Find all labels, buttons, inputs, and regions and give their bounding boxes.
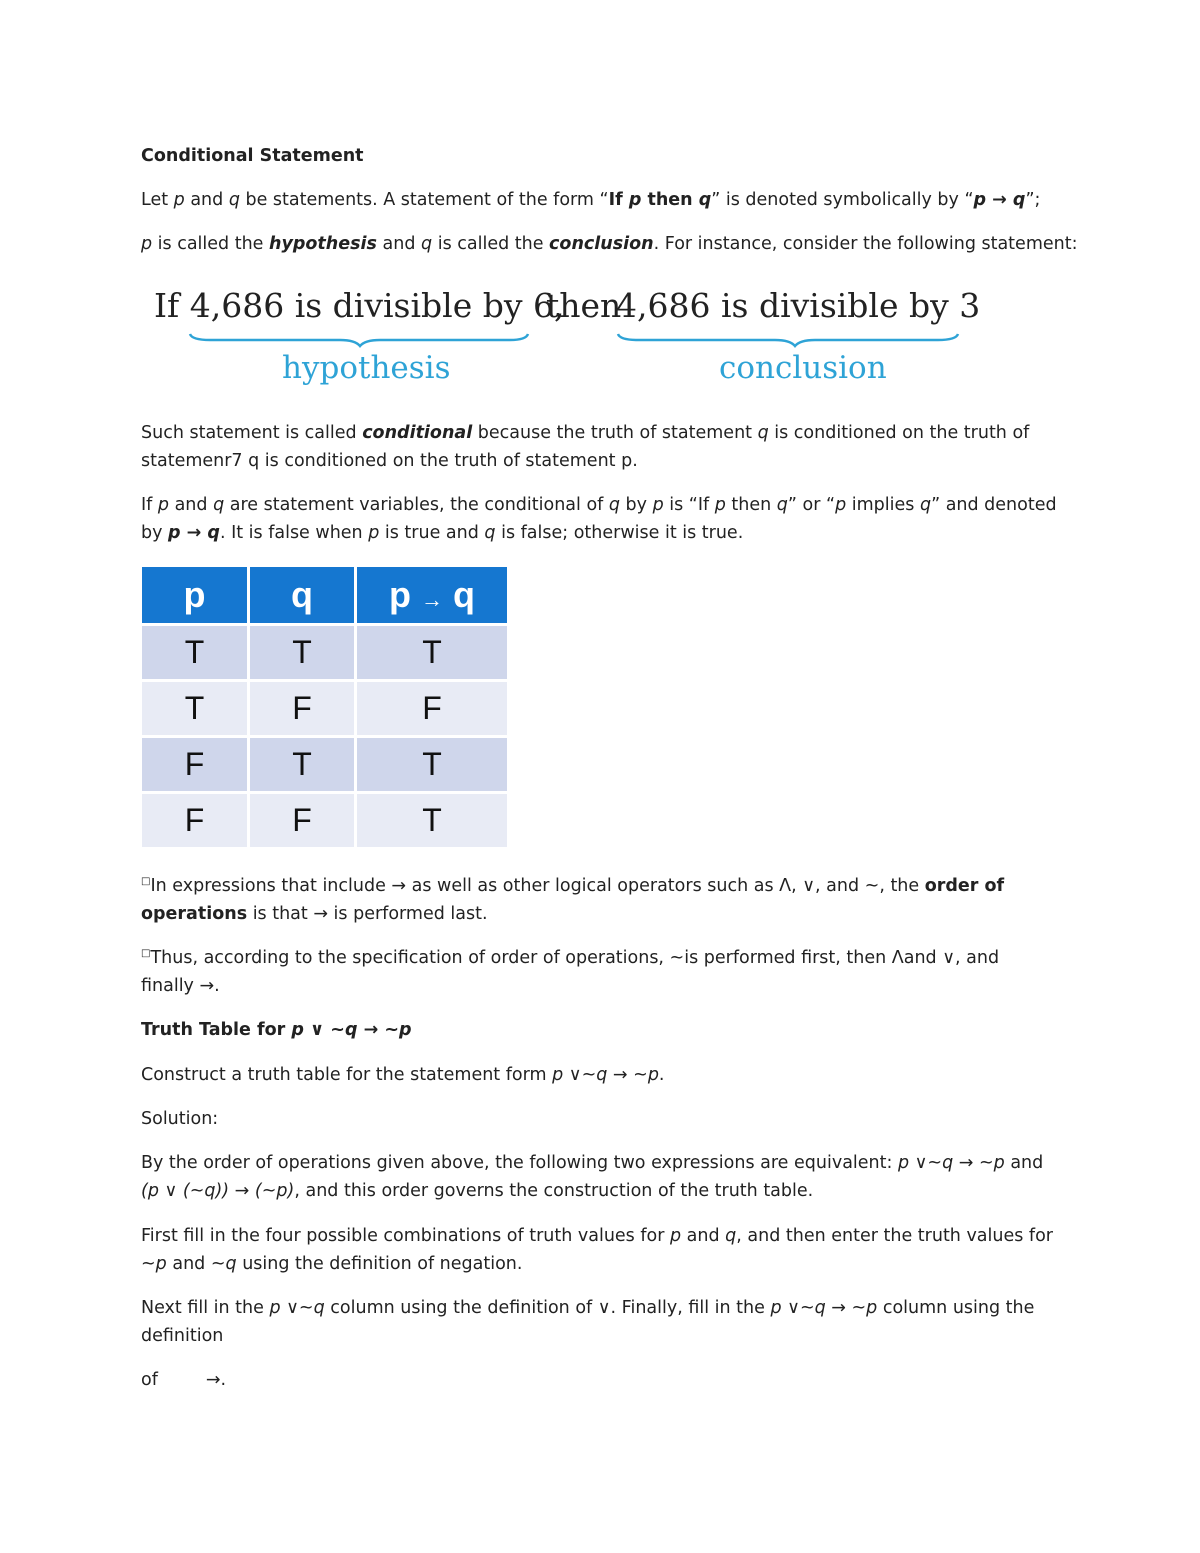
var-p: p [368, 523, 380, 543]
text: then [641, 190, 699, 210]
intro-line-2 [141, 230, 1078, 258]
var-q: q [919, 495, 932, 515]
bullet-marker-icon: □ [141, 876, 151, 887]
conclusion-brace [618, 334, 958, 346]
conditional-para-line-2: statemenr7 q is conditioned on the truth of statement p. [141, 451, 638, 471]
text: , and this order governs the construction of the truth table. [294, 1181, 814, 1201]
text: and [184, 190, 229, 210]
table-row [142, 738, 507, 791]
text: column using the definition of ∨. Finally, fill in the [324, 1298, 771, 1318]
of-arrow-line [141, 1366, 1071, 1394]
table-cell: F [142, 738, 247, 791]
next-fill-line-2: definition [141, 1326, 224, 1346]
text: is called the [152, 234, 270, 254]
var-p: p [652, 495, 664, 515]
table-cell: T [142, 682, 247, 735]
text: First fill in the four possible combinations of truth values for [141, 1226, 670, 1246]
expression: (p ∨ (~q)) → (~p) [141, 1181, 295, 1201]
first-fill-line-2 [141, 1250, 1071, 1278]
var-q: q [228, 190, 240, 210]
var-q: q [213, 495, 225, 515]
text: column using the [877, 1298, 1035, 1318]
text: If [608, 190, 629, 210]
definition-para-line-1 [141, 491, 1071, 519]
var-q: q [757, 423, 769, 443]
figure-hypothesis-text: If 4,686 is divisible by 6, [154, 286, 565, 325]
table-header-row [142, 567, 507, 623]
construct-line [141, 1061, 1071, 1089]
text: implies [846, 495, 920, 515]
var-p: p [291, 1020, 304, 1040]
intro-line-1 [141, 186, 1071, 214]
text: q [453, 574, 476, 615]
arrow-icon: → [421, 587, 443, 612]
table-cell: T [357, 626, 507, 679]
bullet-1-line-2 [141, 900, 1071, 928]
expression: p ∨~q → ~p [897, 1153, 1005, 1173]
var-q: q [725, 1226, 737, 1246]
text: ”; [1025, 190, 1041, 210]
table-cell: F [357, 682, 507, 735]
text: and [681, 1226, 726, 1246]
text: ” is denoted symbolically by “ [711, 190, 974, 210]
var-p: p [714, 495, 726, 515]
text: If [141, 495, 158, 515]
text: ∨ ~ [303, 1020, 345, 1040]
text: Let [141, 190, 174, 210]
expression: p ∨~q → ~p [770, 1298, 878, 1318]
bullet-2-line-2: finally →. [141, 976, 220, 996]
text: ” and denoted [931, 495, 1057, 515]
arrow-icon: →. [205, 1370, 227, 1390]
table-row [142, 794, 507, 847]
table-cell: F [142, 794, 247, 847]
text: is false; otherwise it is true. [495, 523, 744, 543]
conditional-truth-table [139, 564, 510, 850]
symbol-implies: p → q [973, 190, 1026, 210]
term-conditional: conditional [362, 423, 473, 443]
conditional-para-line-1 [141, 419, 1071, 447]
bullet-marker-icon: □ [141, 948, 151, 959]
text: is true and [379, 523, 485, 543]
expression: p ∨~q [269, 1298, 325, 1318]
text: then [725, 495, 777, 515]
var-q: q [421, 234, 433, 254]
expression: ~p [141, 1254, 167, 1274]
var-p: p [173, 190, 185, 210]
expression: ~q [210, 1254, 237, 1274]
header-p: p [142, 567, 247, 623]
definition-para-line-2 [141, 519, 1071, 547]
text: is conditioned on the truth of [768, 423, 1030, 443]
truth-table-heading [141, 1016, 1071, 1044]
term-hypothesis: hypothesis [269, 234, 377, 254]
text: be statements. A statement of the form “ [239, 190, 609, 210]
text: By the order of operations given above, the following two expressions are equivalent: [141, 1153, 898, 1173]
text: and [169, 495, 214, 515]
var-p: p [141, 234, 153, 254]
text: . [658, 1065, 665, 1085]
text: by [141, 523, 169, 543]
text: is “If [663, 495, 715, 515]
table-cell: F [250, 682, 354, 735]
var-p: p [670, 1226, 682, 1246]
text: using the definition of negation. [236, 1254, 523, 1274]
figure-label-hypothesis: hypothesis [282, 350, 451, 386]
text: . For instance, consider the following statement: [653, 234, 1078, 254]
text: order of [924, 876, 1005, 896]
table-cell: T [142, 626, 247, 679]
text: → ~ [357, 1020, 399, 1040]
var-p: p [157, 495, 169, 515]
text: and [1004, 1153, 1044, 1173]
text: is that → is performed last. [247, 904, 488, 924]
next-fill-line-1 [141, 1294, 1071, 1322]
section-title: Conditional Statement [141, 146, 364, 166]
figure-conclusion-text: 4,686 is divisible by 3 [616, 286, 981, 325]
term-conclusion: conclusion [549, 234, 654, 254]
expression: p ∨~q → ~p [552, 1065, 659, 1085]
figure-label-conclusion: conclusion [719, 350, 887, 386]
table-row [142, 626, 507, 679]
text: Truth Table for [141, 1020, 292, 1040]
var-q: q [344, 1020, 358, 1040]
var-q: q [608, 495, 620, 515]
var-q: q [698, 190, 712, 210]
hypothesis-conclusion-figure [150, 278, 981, 398]
text: Thus, according to the specification of order of operations, ~is performed first, then Λand ∨, and [150, 948, 1000, 968]
var-q: q [484, 523, 496, 543]
order-line-1 [141, 1149, 1071, 1177]
table-cell: T [357, 738, 507, 791]
hypothesis-brace [190, 334, 528, 346]
text: and [376, 234, 422, 254]
bullet-2-line-1 [141, 944, 1071, 972]
text: , and then enter the truth values for [736, 1226, 1053, 1246]
table-cell: F [250, 794, 354, 847]
header-p-implies-q [357, 567, 507, 623]
var-p: p [835, 495, 847, 515]
symbol-implies: p → q [168, 523, 220, 543]
text: Next fill in the [141, 1298, 270, 1318]
text: operations [141, 904, 248, 924]
text: because the truth of statement [472, 423, 758, 443]
text: Such statement is called [141, 423, 363, 443]
text: . It is false when [219, 523, 369, 543]
var-q: q [776, 495, 788, 515]
text: p [388, 574, 411, 615]
text: ” or “ [787, 495, 836, 515]
text: of [141, 1370, 158, 1390]
bullet-1-line-1 [141, 872, 1071, 900]
table-cell: T [357, 794, 507, 847]
first-fill-line-1 [141, 1222, 1071, 1250]
var-p: p [399, 1020, 412, 1040]
text: In expressions that include → as well as other logical operators such as Λ, ∨, and ~, the [150, 876, 925, 896]
solution-label: Solution: [141, 1109, 219, 1129]
table-row [142, 682, 507, 735]
text: are statement variables, the conditional of [224, 495, 609, 515]
figure-then-text: then [546, 286, 622, 325]
text: by [619, 495, 653, 515]
text: Construct a truth table for the statement form [141, 1065, 553, 1085]
order-line-2 [141, 1177, 1071, 1205]
table-cell: T [250, 738, 354, 791]
text: is called the [432, 234, 550, 254]
text: and [166, 1254, 211, 1274]
table-cell: T [250, 626, 354, 679]
var-p: p [628, 190, 642, 210]
header-q: q [250, 567, 354, 623]
